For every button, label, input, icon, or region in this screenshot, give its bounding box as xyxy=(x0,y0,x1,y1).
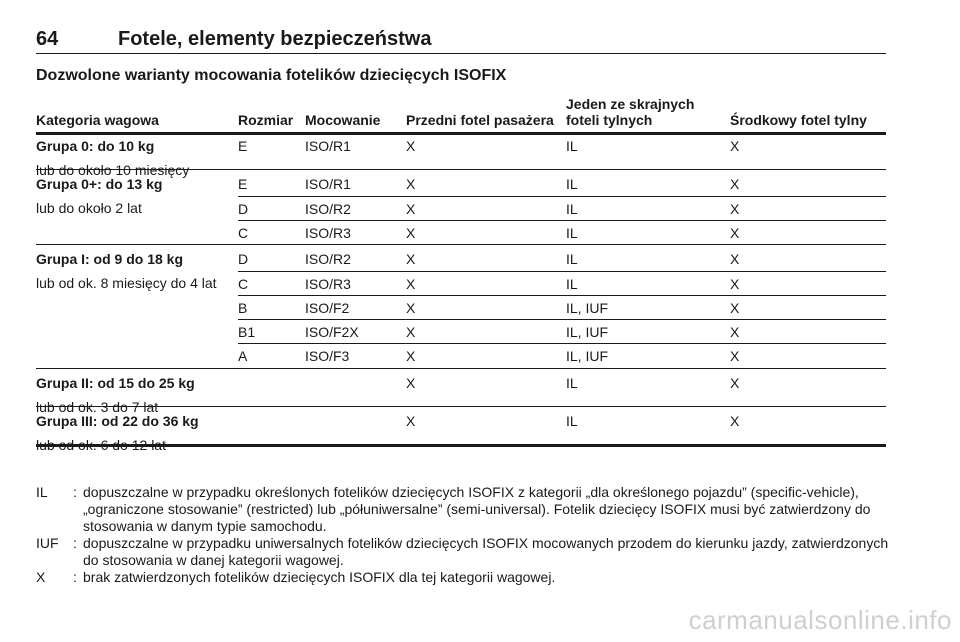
table-cell: X xyxy=(730,299,740,316)
group-title: Grupa 0: do 10 kg xyxy=(36,138,155,154)
legend-abbr: IUF xyxy=(36,535,59,551)
legend-note xyxy=(36,569,896,586)
legend-note xyxy=(36,484,896,535)
column-header xyxy=(305,112,380,128)
table-cell: X xyxy=(730,200,740,217)
column-header-text: Jeden ze skrajnych xyxy=(566,96,695,112)
table-cell: X xyxy=(406,324,416,341)
table-cell: IL xyxy=(566,200,578,217)
table-cell: ISO/F3 xyxy=(305,348,350,365)
table-cell: X xyxy=(730,324,740,341)
row-rule xyxy=(238,319,886,320)
group-subtitle: lub od ok. 3 do 7 lat xyxy=(36,398,159,415)
column-header-text: Rozmiar xyxy=(238,112,294,128)
watermark: carmanualsonline.info xyxy=(688,605,952,635)
table-cell: C xyxy=(238,224,249,241)
header-rule xyxy=(36,132,886,135)
table-cell: X xyxy=(730,251,740,268)
header-rule xyxy=(36,53,886,54)
table-cell: X xyxy=(406,251,416,268)
group-rule xyxy=(36,244,886,245)
table-cell: X xyxy=(406,299,416,316)
group-title: Grupa 0+: do 13 kg xyxy=(36,176,163,193)
table-cell: X xyxy=(406,348,416,365)
table-cell: B xyxy=(238,299,248,316)
table-cell: X xyxy=(730,348,740,365)
table-cell: C xyxy=(238,275,249,292)
legend-text: dopuszczalne w przypadku określonych fotelików dziecięcych ISOFIX z kategorii „dla określonego pojazdu” (specific-vehicle), „ograniczone stosowanie” (restricted) lub „półuniwersalne” (semi-universal). Fotelik dziecięcy ISOFIX musi być zatwierdzony do stosowania w danym typie samochodu. xyxy=(83,484,871,534)
legend-colon: : xyxy=(73,484,77,500)
table-cell: IL xyxy=(566,275,578,292)
table-cell: IL xyxy=(566,224,578,241)
table-cell: ISO/R1 xyxy=(305,138,351,154)
table-cell: B1 xyxy=(238,324,256,341)
legend-colon: : xyxy=(73,535,77,551)
row-rule xyxy=(238,220,886,221)
group-subtitle: lub do około 2 lat xyxy=(36,200,142,217)
group-title: Grupa III: od 22 do 36 kg xyxy=(36,413,199,429)
table-cell: IL xyxy=(566,374,578,391)
group-rule xyxy=(36,406,886,407)
table-cell: X xyxy=(730,138,740,154)
table-cell: IL xyxy=(566,251,578,268)
group-title: Grupa II: od 15 do 25 kg xyxy=(36,374,195,391)
table-cell: X xyxy=(730,176,740,193)
legend-text: dopuszczalne w przypadku uniwersalnych fotelików dziecięcych ISOFIX mocowanych przodem do kierunku jazdy, zatwierdzonych do stosowania w danej kategorii wagowej. xyxy=(83,535,889,568)
table-cell: ISO/R2 xyxy=(305,251,351,268)
page-title: Fotele, elementy bezpieczeństwa xyxy=(118,28,432,50)
group-rule xyxy=(36,368,886,369)
column-header xyxy=(730,112,867,128)
group-title: Grupa I: od 9 do 18 kg xyxy=(36,251,184,268)
table-cell: ISO/R1 xyxy=(305,176,351,193)
table-cell: ISO/F2 xyxy=(305,299,350,316)
column-header-text: Środkowy fotel tylny xyxy=(730,112,867,128)
row-rule xyxy=(238,196,886,197)
page-header xyxy=(36,28,886,52)
table-cell: X xyxy=(406,275,416,292)
table-cell: X xyxy=(730,224,740,241)
table-cell: X xyxy=(406,176,416,193)
table-cell: E xyxy=(238,176,248,193)
row-rule xyxy=(238,271,886,272)
table-cell: ISO/R3 xyxy=(305,224,351,241)
legend-abbr: X xyxy=(36,569,46,585)
table-cell: X xyxy=(406,374,416,391)
legend-notes xyxy=(36,484,896,586)
group-subtitle: lub od ok. 6 do 12 lat xyxy=(36,437,166,453)
column-header xyxy=(238,112,293,128)
column-header-text: Kategoria wagowa xyxy=(36,112,159,128)
table-cell: IL xyxy=(566,176,578,193)
column-header-text: foteli tylnych xyxy=(566,112,653,128)
column-header xyxy=(406,112,554,128)
group-rule xyxy=(36,444,886,447)
isofix-table xyxy=(36,96,886,476)
group-subtitle: lub od ok. 8 miesięcy do 4 lat xyxy=(36,275,217,292)
row-rule xyxy=(238,295,886,296)
row-rule xyxy=(238,343,886,344)
table-cell: A xyxy=(238,348,248,365)
table-cell: IL, IUF xyxy=(566,348,609,365)
table-cell: ISO/R3 xyxy=(305,275,351,292)
group-subtitle: lub do około 10 miesięcy xyxy=(36,162,190,178)
legend-text: brak zatwierdzonych fotelików dziecięcych ISOFIX dla tej kategorii wagowej. xyxy=(83,569,556,585)
table-cell: IL xyxy=(566,138,578,154)
table-cell: X xyxy=(406,200,416,217)
column-header xyxy=(566,96,694,128)
table-cell: X xyxy=(406,224,416,241)
group-rule xyxy=(36,169,886,170)
legend-abbr: IL xyxy=(36,484,48,500)
table-cell: D xyxy=(238,251,249,268)
table-cell: X xyxy=(406,138,416,154)
table-cell: ISO/F2X xyxy=(305,324,359,341)
table-cell: X xyxy=(730,275,740,292)
column-header-text: Mocowanie xyxy=(305,112,381,128)
table-cell: D xyxy=(238,200,249,217)
legend-colon: : xyxy=(73,569,77,585)
table-cell: ISO/R2 xyxy=(305,200,351,217)
table-cell: IL, IUF xyxy=(566,324,609,341)
column-header-text: Przedni fotel pasażera xyxy=(406,112,554,128)
table-cell: X xyxy=(730,413,740,429)
table-cell: IL xyxy=(566,413,578,429)
section-title: Dozwolone warianty mocowania fotelików dziecięcych ISOFIX xyxy=(36,67,507,84)
column-header xyxy=(36,112,159,128)
table-cell: IL, IUF xyxy=(566,299,609,316)
page-number: 64 xyxy=(36,28,59,50)
table-cell: X xyxy=(406,413,416,429)
table-cell: E xyxy=(238,138,248,154)
legend-note xyxy=(36,535,896,569)
table-cell: X xyxy=(730,374,740,391)
